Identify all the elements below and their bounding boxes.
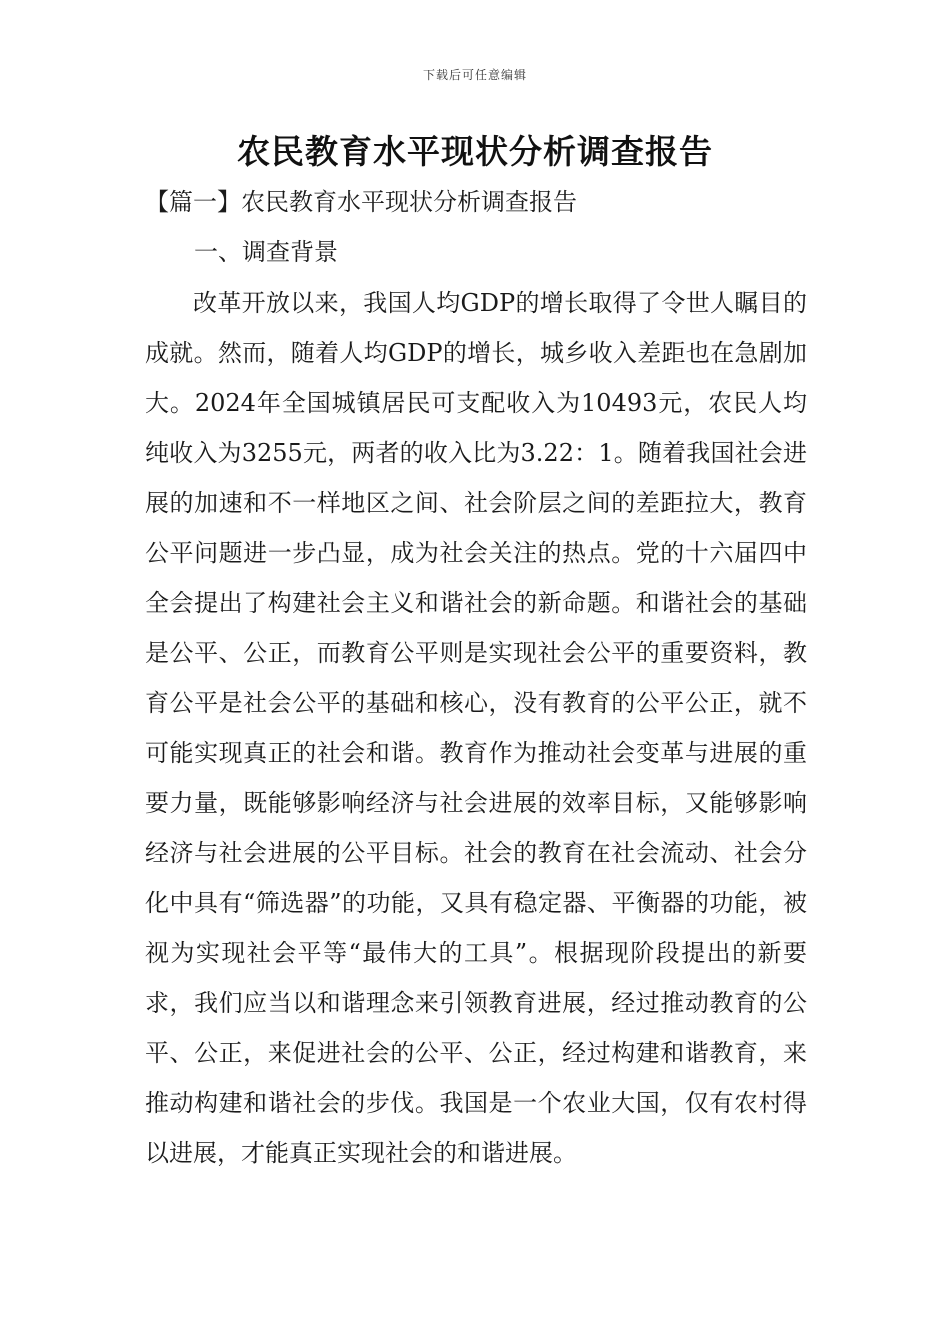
section-heading: 一、调查背景 [194, 238, 338, 266]
header-note: 下载后可任意编辑 [422, 68, 527, 82]
document-subtitle: 【篇一】农民教育水平现状分析调查报告 [145, 188, 577, 216]
document-title: 农民教育水平现状分析调查报告 [237, 132, 713, 171]
body-paragraph: 改革开放以来，我国人均GDP的增长取得了令世人瞩目的成就。然而，随着人均GDP的增长，城乡收入差距也在急剧加大。2024年全国城镇居民可支配收入为10493元，农民人均纯收入为3255元，两者的收入比为3.22：1。随着我国社会进展的加速和不一样地区之间、社会阶层之间的差距拉大，教育公平问题进一步凸显，成为社会关注的热点。党的十六届四中全会提出了构建社会主义和谐社会的新命题。和谐社会的基础是公平、公正，而教育公平则是实现社会公平的重要资料，教育公平是社会公平的基础和核心，没有教育的公平公正，就不可能实现真正的社会和谐。教育作为推动社会变革与进展的重要力量，既能够影响经济与社会进展的效率目标，又能够影响经济与社会进展的公平目标。社会的教育在社会流动、社会分化中具有“筛选器”的功能，又具有稳定器、平衡器的功能，被视为实现社会平等“最伟大的工具”。根据现阶段提出的新要求，我们应当以和谐理念来引领教育进展，经过推动教育的公平、公正，来促进社会的公平、公正，经过构建和谐教育，来推动构建和谐社会的步伐。我国是一个农业大国，仅有农村得以进展，才能真正实现社会的和谐进展。 [145, 289, 807, 1167]
